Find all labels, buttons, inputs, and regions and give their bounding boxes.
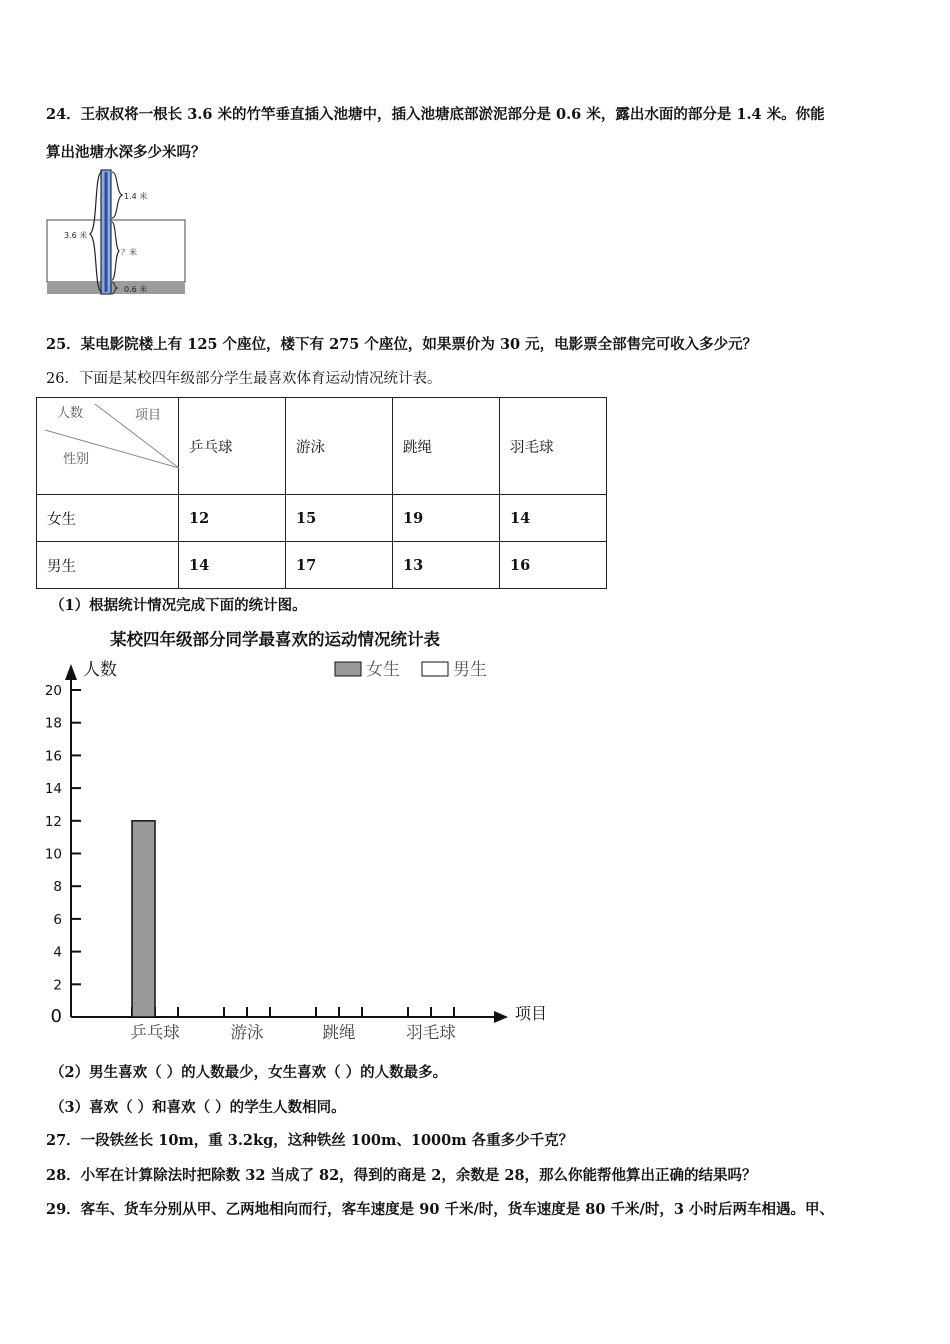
table-corner-cell [37,398,179,495]
x-axis-arrow [494,1011,508,1023]
bar-女生-乒乓球 [132,821,155,1017]
col-header-badminton: 羽毛球 [500,398,607,495]
legend-swatch-boys [422,662,448,676]
q28-text: 28．小军在计算除法时把除数 32 当成了 82，得到的商是 2，余数是 28，那么你能帮他算出正确的结果吗？ [46,1167,757,1184]
y-tick-label: 18 [44,715,62,732]
corner-item-label: 项目 [135,408,162,423]
legend-label-boys: 男生 [453,660,487,680]
total-length-label: 3.6 米 [64,231,88,240]
legend-swatch-girls [335,662,361,676]
x-category-label: 游泳 [230,1023,264,1042]
y-tick-label: 8 [53,879,62,896]
total-brace [90,172,102,292]
row-label-boys: 男生 [37,542,179,589]
q27-text: 27．一段铁丝长 10m，重 3.2kg，这种铁丝 100m、1000m 各重多少千克？ [46,1132,574,1149]
q24-line1: 24．王叔叔将一根长 3.6 米的竹竿垂直插入池塘中，插入池塘底部淤泥部分是 0.6 米，露出水面的部分是 1.4 米。你能 [46,106,825,123]
bamboo-pond-figure [44,168,204,298]
table-row-boys [37,542,607,589]
girls-jumprope: 19 [393,495,500,542]
girls-pingpong: 12 [179,495,286,542]
row-label-girls: 女生 [37,495,179,542]
q25-text: 25．某电影院楼上有 125 个座位，楼下有 275 个座位，如果票价为 30 元，电影票全部售完可收入多少元？ [46,336,758,353]
y-tick-label: 20 [44,683,62,699]
boys-swimming: 17 [286,542,393,589]
legend-label-girls: 女生 [366,660,400,680]
boys-badminton: 16 [500,542,607,589]
sports-bar-chart [30,622,590,1052]
pond-box [47,220,185,282]
y-tick-label: 0 [50,1006,62,1027]
corner-gender-label: 性别 [63,452,90,467]
girls-badminton: 14 [500,495,607,542]
col-header-pingpong: 乒乓球 [179,398,286,495]
col-header-jumprope: 跳绳 [393,398,500,495]
y-tick-label: 16 [44,748,62,765]
water-depth-label: ？米 [121,248,137,257]
x-category-label: 乒乓球 [130,1023,180,1042]
sports-stats-table [36,397,607,589]
q26-intro: 26．下面是某校四年级部分学生最喜欢体育运动情况统计表。 [46,371,442,387]
above-length-label: 1.4 米 [124,192,148,201]
table-row-girls [37,495,607,542]
girls-swimming: 15 [286,495,393,542]
x-category-label: 羽毛球 [406,1023,456,1042]
y-tick-label: 12 [44,813,62,830]
q29-text: 29．客车、货车分别从甲、乙两地相向而行，客车速度是 90 千米/时，货车速度是 80 千米/时，3 小时后两车相遇。甲、 [46,1201,834,1218]
y-tick-label: 6 [53,911,62,928]
mud-length-label: 0.6 米 [124,285,148,294]
y-tick-label: 14 [44,781,62,798]
above-brace [112,172,122,218]
corner-count-label: 人数 [57,406,84,421]
q26-part3: （3）喜欢（ ）和喜欢（ ）的学生人数相同。 [50,1099,346,1116]
y-axis-label: 人数 [83,660,117,680]
q26-part1: （1）根据统计情况完成下面的统计图。 [50,597,307,614]
q24-line2: 算出池塘水深多少米吗？ [46,144,206,161]
x-axis-label: 项目 [515,1004,548,1023]
col-header-swimming: 游泳 [286,398,393,495]
y-tick-label: 4 [53,944,62,961]
q26-part2: （2）男生喜欢（ ）的人数最少，女生喜欢（ ）的人数最多。 [50,1064,448,1081]
y-tick-label: 2 [53,977,62,994]
boys-pingpong: 14 [179,542,286,589]
y-tick-label: 10 [44,846,62,863]
boys-jumprope: 13 [393,542,500,589]
x-category-label: 跳绳 [322,1023,356,1042]
chart-title: 某校四年级部分同学最喜欢的运动情况统计表 [110,630,440,649]
water-brace [112,222,119,280]
